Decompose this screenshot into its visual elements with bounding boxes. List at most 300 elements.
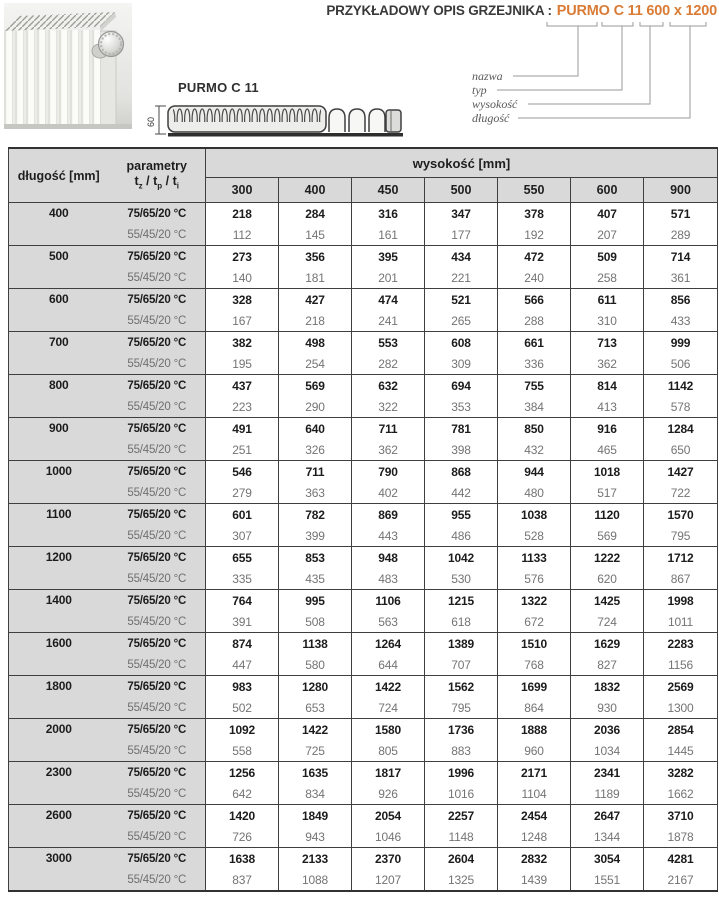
value-cell: 1222 xyxy=(571,547,644,569)
value-cell: 432 xyxy=(498,439,571,461)
value-cell: 506 xyxy=(644,353,718,375)
value-cell: 1280 xyxy=(279,676,352,698)
table-row-55-45 xyxy=(9,611,718,633)
value-cell: 1878 xyxy=(644,826,718,848)
table-row-75-65 xyxy=(9,418,718,440)
fin-hump xyxy=(349,109,365,132)
value-cell: 2604 xyxy=(425,848,498,870)
params-symbol: t xyxy=(153,174,158,189)
param-label: 75/65/20 °C xyxy=(109,289,206,311)
length-cell: 2000 xyxy=(9,719,109,762)
param-label: 75/65/20 °C xyxy=(109,418,206,440)
fin-hump xyxy=(369,109,385,132)
value-cell: 644 xyxy=(352,654,425,676)
length-cell: 1400 xyxy=(9,590,109,633)
length-cell: 600 xyxy=(9,289,109,332)
value-cell: 218 xyxy=(206,203,279,225)
params-subscript: p xyxy=(157,181,163,191)
height-col-header: 450 xyxy=(352,178,425,203)
length-cell: 1100 xyxy=(9,504,109,547)
value-cell: 1322 xyxy=(498,590,571,612)
value-cell: 1088 xyxy=(279,869,352,891)
height-col-header: 400 xyxy=(279,178,352,203)
value-cell: 1325 xyxy=(425,869,498,891)
value-cell: 498 xyxy=(279,332,352,354)
value-cell: 402 xyxy=(352,482,425,504)
param-label: 55/45/20 °C xyxy=(109,439,206,461)
value-cell: 2054 xyxy=(352,805,425,827)
value-cell: 1011 xyxy=(644,611,718,633)
value-cell: 1142 xyxy=(644,375,718,397)
value-cell: 2283 xyxy=(644,633,718,655)
value-cell: 999 xyxy=(644,332,718,354)
value-cell: 874 xyxy=(206,633,279,655)
value-cell: 578 xyxy=(644,396,718,418)
leader-typ xyxy=(497,26,622,90)
value-cell: 480 xyxy=(498,482,571,504)
value-cell: 1427 xyxy=(644,461,718,483)
value-cell: 2854 xyxy=(644,719,718,741)
value-cell: 1207 xyxy=(352,869,425,891)
length-cell: 700 xyxy=(9,332,109,375)
table-row-75-65 xyxy=(9,633,718,655)
length-cell: 400 xyxy=(9,203,109,246)
value-cell: 850 xyxy=(498,418,571,440)
value-cell: 508 xyxy=(279,611,352,633)
value-cell: 273 xyxy=(206,246,279,268)
value-cell: 1042 xyxy=(425,547,498,569)
table-row-75-65 xyxy=(9,332,718,354)
value-cell: 382 xyxy=(206,332,279,354)
value-cell: 362 xyxy=(352,439,425,461)
convection-fins xyxy=(173,106,321,132)
table-row-55-45 xyxy=(9,439,718,461)
value-cell: 1551 xyxy=(571,869,644,891)
value-cell: 362 xyxy=(571,353,644,375)
value-cell: 223 xyxy=(206,396,279,418)
value-cell: 960 xyxy=(498,740,571,762)
value-cell: 1256 xyxy=(206,762,279,784)
value-cell: 521 xyxy=(425,289,498,311)
params-separator: / xyxy=(162,174,173,189)
param-label: 55/45/20 °C xyxy=(109,611,206,633)
example-value: PURMO C 11 600 x 1200 xyxy=(556,3,717,19)
value-cell: 307 xyxy=(206,525,279,547)
value-cell: 1662 xyxy=(644,783,718,805)
value-cell: 447 xyxy=(206,654,279,676)
value-cell: 795 xyxy=(425,697,498,719)
value-cell: 1422 xyxy=(279,719,352,741)
table-row-75-65 xyxy=(9,203,718,225)
value-cell: 983 xyxy=(206,676,279,698)
table-row-75-65 xyxy=(9,719,718,741)
table-row-75-65 xyxy=(9,289,718,311)
photo-shadow xyxy=(4,124,132,129)
param-label: 55/45/20 °C xyxy=(109,224,206,246)
value-cell: 930 xyxy=(571,697,644,719)
value-cell: 580 xyxy=(279,654,352,676)
height-col-header: 300 xyxy=(206,178,279,203)
legend-label-wysokosc: wysokość xyxy=(472,97,518,111)
page-header xyxy=(0,0,719,147)
value-cell: 955 xyxy=(425,504,498,526)
value-cell: 853 xyxy=(279,547,352,569)
end-cap xyxy=(386,110,401,132)
value-cell: 427 xyxy=(279,289,352,311)
fin-hump xyxy=(329,109,345,132)
param-label: 55/45/20 °C xyxy=(109,697,206,719)
value-cell: 834 xyxy=(279,783,352,805)
value-cell: 569 xyxy=(571,525,644,547)
value-cell: 207 xyxy=(571,224,644,246)
value-cell: 1148 xyxy=(425,826,498,848)
value-cell: 322 xyxy=(352,396,425,418)
value-cell: 378 xyxy=(498,203,571,225)
param-label: 75/65/20 °C xyxy=(109,461,206,483)
value-cell: 2832 xyxy=(498,848,571,870)
value-cell: 3710 xyxy=(644,805,718,827)
value-cell: 707 xyxy=(425,654,498,676)
param-label: 55/45/20 °C xyxy=(109,826,206,848)
value-cell: 755 xyxy=(498,375,571,397)
value-cell: 790 xyxy=(352,461,425,483)
value-cell: 391 xyxy=(206,611,279,633)
value-cell: 781 xyxy=(425,418,498,440)
value-cell: 722 xyxy=(644,482,718,504)
value-cell: 413 xyxy=(571,396,644,418)
value-cell: 433 xyxy=(644,310,718,332)
param-label: 55/45/20 °C xyxy=(109,267,206,289)
description-legend-diagram xyxy=(460,20,716,145)
value-cell: 530 xyxy=(425,568,498,590)
param-label: 55/45/20 °C xyxy=(109,525,206,547)
value-cell: 995 xyxy=(279,590,352,612)
value-cell: 486 xyxy=(425,525,498,547)
spec-table-body xyxy=(9,203,718,892)
value-cell: 361 xyxy=(644,267,718,289)
param-label: 75/65/20 °C xyxy=(109,633,206,655)
value-cell: 1284 xyxy=(644,418,718,440)
param-label: 75/65/20 °C xyxy=(109,547,206,569)
value-cell: 1998 xyxy=(644,590,718,612)
bracket-typ xyxy=(602,22,633,26)
table-row-55-45 xyxy=(9,353,718,375)
example-description xyxy=(326,3,717,19)
value-cell: 1104 xyxy=(498,783,571,805)
value-cell: 856 xyxy=(644,289,718,311)
height-col-header: 900 xyxy=(644,178,718,203)
value-cell: 1629 xyxy=(571,633,644,655)
value-cell: 140 xyxy=(206,267,279,289)
length-cell: 800 xyxy=(9,375,109,418)
value-cell: 764 xyxy=(206,590,279,612)
value-cell: 336 xyxy=(498,353,571,375)
value-cell: 1248 xyxy=(498,826,571,848)
table-corner-header xyxy=(9,148,206,203)
value-cell: 1996 xyxy=(425,762,498,784)
value-cell: 284 xyxy=(279,203,352,225)
param-label: 55/45/20 °C xyxy=(109,353,206,375)
param-label: 55/45/20 °C xyxy=(109,869,206,891)
table-row-55-45 xyxy=(9,267,718,289)
length-cell: 2300 xyxy=(9,762,109,805)
value-cell: 2257 xyxy=(425,805,498,827)
table-row-55-45 xyxy=(9,224,718,246)
value-cell: 2370 xyxy=(352,848,425,870)
param-label: 55/45/20 °C xyxy=(109,740,206,762)
param-label: 55/45/20 °C xyxy=(109,568,206,590)
legend-label-dlugosc: długość xyxy=(472,111,510,125)
table-row-75-65 xyxy=(9,461,718,483)
value-cell: 827 xyxy=(571,654,644,676)
value-cell: 837 xyxy=(206,869,279,891)
value-cell: 528 xyxy=(498,525,571,547)
height-col-header: 500 xyxy=(425,178,498,203)
length-cell: 500 xyxy=(9,246,109,289)
table-row-75-65 xyxy=(9,848,718,870)
length-cell: 1800 xyxy=(9,676,109,719)
value-cell: 653 xyxy=(279,697,352,719)
value-cell: 310 xyxy=(571,310,644,332)
value-cell: 620 xyxy=(571,568,644,590)
value-cell: 563 xyxy=(352,611,425,633)
value-cell: 399 xyxy=(279,525,352,547)
value-cell: 713 xyxy=(571,332,644,354)
value-cell: 1562 xyxy=(425,676,498,698)
value-cell: 251 xyxy=(206,439,279,461)
value-cell: 145 xyxy=(279,224,352,246)
height-header: wysokość [mm] xyxy=(206,148,718,178)
value-cell: 576 xyxy=(498,568,571,590)
value-cell: 279 xyxy=(206,482,279,504)
thermostat-knob-icon xyxy=(99,32,124,57)
value-cell: 1092 xyxy=(206,719,279,741)
table-row-55-45 xyxy=(9,482,718,504)
value-cell: 192 xyxy=(498,224,571,246)
value-cell: 1138 xyxy=(279,633,352,655)
value-cell: 1420 xyxy=(206,805,279,827)
param-label: 75/65/20 °C xyxy=(109,590,206,612)
value-cell: 1264 xyxy=(352,633,425,655)
length-cell: 1000 xyxy=(9,461,109,504)
value-cell: 289 xyxy=(644,224,718,246)
value-cell: 795 xyxy=(644,525,718,547)
value-cell: 395 xyxy=(352,246,425,268)
value-cell: 571 xyxy=(644,203,718,225)
length-cell: 900 xyxy=(9,418,109,461)
value-cell: 1120 xyxy=(571,504,644,526)
value-cell: 384 xyxy=(498,396,571,418)
value-cell: 642 xyxy=(206,783,279,805)
table-row-55-45 xyxy=(9,568,718,590)
value-cell: 1712 xyxy=(644,547,718,569)
length-cell: 1600 xyxy=(9,633,109,676)
value-cell: 546 xyxy=(206,461,279,483)
bracket-dlugosc xyxy=(670,22,706,26)
table-row-55-45 xyxy=(9,826,718,848)
table-row-55-45 xyxy=(9,783,718,805)
value-cell: 1425 xyxy=(571,590,644,612)
value-cell: 2133 xyxy=(279,848,352,870)
param-label: 75/65/20 °C xyxy=(109,719,206,741)
value-cell: 363 xyxy=(279,482,352,504)
length-cell: 2600 xyxy=(9,805,109,848)
value-cell: 640 xyxy=(279,418,352,440)
value-cell: 1888 xyxy=(498,719,571,741)
value-cell: 353 xyxy=(425,396,498,418)
value-cell: 724 xyxy=(571,611,644,633)
value-cell: 1817 xyxy=(352,762,425,784)
value-cell: 1018 xyxy=(571,461,644,483)
value-cell: 1389 xyxy=(425,633,498,655)
value-cell: 569 xyxy=(279,375,352,397)
value-cell: 711 xyxy=(279,461,352,483)
value-cell: 328 xyxy=(206,289,279,311)
value-cell: 869 xyxy=(352,504,425,526)
value-cell: 1300 xyxy=(644,697,718,719)
param-label: 75/65/20 °C xyxy=(109,762,206,784)
value-cell: 1189 xyxy=(571,783,644,805)
table-row-75-65 xyxy=(9,676,718,698)
params-separator: / xyxy=(142,174,154,189)
table-row-55-45 xyxy=(9,740,718,762)
value-cell: 502 xyxy=(206,697,279,719)
value-cell: 711 xyxy=(352,418,425,440)
param-label: 75/65/20 °C xyxy=(109,203,206,225)
value-cell: 726 xyxy=(206,826,279,848)
value-cell: 601 xyxy=(206,504,279,526)
value-cell: 4281 xyxy=(644,848,718,870)
value-cell: 661 xyxy=(498,332,571,354)
table-row-55-45 xyxy=(9,525,718,547)
value-cell: 948 xyxy=(352,547,425,569)
value-cell: 434 xyxy=(425,246,498,268)
params-column-header xyxy=(109,159,206,191)
table-row-75-65 xyxy=(9,246,718,268)
length-cell: 1200 xyxy=(9,547,109,590)
table-row-55-45 xyxy=(9,396,718,418)
params-subscript: i xyxy=(176,181,179,191)
value-cell: 632 xyxy=(352,375,425,397)
value-cell: 768 xyxy=(498,654,571,676)
value-cell: 1736 xyxy=(425,719,498,741)
value-cell: 309 xyxy=(425,353,498,375)
length-cell: 3000 xyxy=(9,848,109,892)
radiator-profile-diagram xyxy=(146,96,408,142)
value-cell: 443 xyxy=(352,525,425,547)
value-cell: 442 xyxy=(425,482,498,504)
value-cell: 201 xyxy=(352,267,425,289)
value-cell: 714 xyxy=(644,246,718,268)
value-cell: 558 xyxy=(206,740,279,762)
value-cell: 218 xyxy=(279,310,352,332)
params-subscript: z xyxy=(138,181,143,191)
value-cell: 867 xyxy=(644,568,718,590)
params-symbol: t xyxy=(134,174,139,189)
length-column-header: długość [mm] xyxy=(17,168,100,183)
value-cell: 472 xyxy=(498,246,571,268)
radiator-spec-table xyxy=(8,147,718,892)
value-cell: 883 xyxy=(425,740,498,762)
value-cell: 1699 xyxy=(498,676,571,698)
value-cell: 2647 xyxy=(571,805,644,827)
table-row-75-65 xyxy=(9,547,718,569)
value-cell: 566 xyxy=(498,289,571,311)
value-cell: 265 xyxy=(425,310,498,332)
value-cell: 316 xyxy=(352,203,425,225)
param-label: 75/65/20 °C xyxy=(109,805,206,827)
param-label: 75/65/20 °C xyxy=(109,246,206,268)
table-row-75-65 xyxy=(9,375,718,397)
value-cell: 491 xyxy=(206,418,279,440)
value-cell: 2171 xyxy=(498,762,571,784)
legend-label-nazwa: nazwa xyxy=(472,69,503,83)
value-cell: 517 xyxy=(571,482,644,504)
value-cell: 2036 xyxy=(571,719,644,741)
value-cell: 672 xyxy=(498,611,571,633)
legend-label-typ: typ xyxy=(472,83,487,97)
value-cell: 1156 xyxy=(644,654,718,676)
value-cell: 288 xyxy=(498,310,571,332)
value-cell: 465 xyxy=(571,439,644,461)
value-cell: 407 xyxy=(571,203,644,225)
value-cell: 814 xyxy=(571,375,644,397)
value-cell: 1570 xyxy=(644,504,718,526)
value-cell: 1638 xyxy=(206,848,279,870)
param-label: 75/65/20 °C xyxy=(109,676,206,698)
value-cell: 618 xyxy=(425,611,498,633)
profile-height-dim: 60 xyxy=(146,116,156,127)
radiator-front-panel xyxy=(4,30,100,129)
table-row-55-45 xyxy=(9,310,718,332)
table-row-75-65 xyxy=(9,805,718,827)
value-cell: 435 xyxy=(279,568,352,590)
value-cell: 1133 xyxy=(498,547,571,569)
value-cell: 1038 xyxy=(498,504,571,526)
value-cell: 161 xyxy=(352,224,425,246)
value-cell: 2454 xyxy=(498,805,571,827)
params-formula xyxy=(109,174,206,191)
value-cell: 195 xyxy=(206,353,279,375)
value-cell: 3054 xyxy=(571,848,644,870)
param-label: 55/45/20 °C xyxy=(109,310,206,332)
param-label: 55/45/20 °C xyxy=(109,654,206,676)
value-cell: 1635 xyxy=(279,762,352,784)
value-cell: 177 xyxy=(425,224,498,246)
value-cell: 864 xyxy=(498,697,571,719)
value-cell: 290 xyxy=(279,396,352,418)
value-cell: 943 xyxy=(279,826,352,848)
value-cell: 221 xyxy=(425,267,498,289)
table-row-75-65 xyxy=(9,590,718,612)
bracket-wysokosc xyxy=(640,22,663,26)
value-cell: 655 xyxy=(206,547,279,569)
value-cell: 694 xyxy=(425,375,498,397)
param-label: 55/45/20 °C xyxy=(109,482,206,504)
leader-nazwa xyxy=(513,26,578,76)
value-cell: 483 xyxy=(352,568,425,590)
value-cell: 326 xyxy=(279,439,352,461)
param-label: 75/65/20 °C xyxy=(109,332,206,354)
radiator-photo xyxy=(4,3,132,129)
value-cell: 167 xyxy=(206,310,279,332)
bracket-nazwa xyxy=(547,22,597,26)
value-cell: 916 xyxy=(571,418,644,440)
table-row-55-45 xyxy=(9,697,718,719)
param-label: 75/65/20 °C xyxy=(109,375,206,397)
value-cell: 868 xyxy=(425,461,498,483)
param-label: 75/65/20 °C xyxy=(109,848,206,870)
